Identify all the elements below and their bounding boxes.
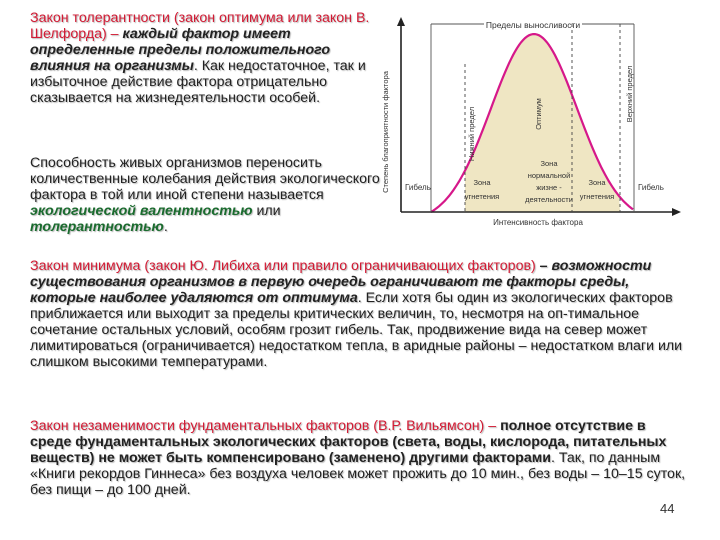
x-axis-arrow	[672, 208, 681, 216]
zone-oppression-right-1: Зона	[588, 178, 606, 187]
zone-death-right: Гибель	[638, 183, 664, 192]
chart-title: Пределы выносливости	[485, 20, 581, 30]
zone-oppression-right-2: угнетения	[579, 192, 615, 201]
zone-normal-2: нормальной	[527, 171, 571, 180]
valence-term-tolerance: толерантностью	[30, 219, 164, 235]
law-minimum-paragraph	[30, 258, 690, 370]
valence-text: Способность живых организмов переносить количественные колебания действия экологического фактора в той или иной степени называется	[30, 155, 380, 203]
law-irreplaceability-dash: –	[484, 418, 501, 434]
zone-oppression-left-1: Зона	[473, 178, 491, 187]
law-tolerance-paragraph	[30, 10, 380, 106]
page-number: 44	[660, 501, 675, 516]
law-irreplaceability-rest: . Так, по данным «Книги рекордов Гиннеса» без воздуха человек может прожить до 10 мин., без воды – 10–15 суток, без пищи – до 100 дней.	[30, 450, 686, 498]
valence-end: .	[163, 219, 168, 235]
law-minimum-rest: . Если хотя бы один из экологических факторов приближается или выходит за пределы критических величин, то, несмотря на оп-тимальное сочетание остальных условий, особям грозит гибель. Так, продвижение вида на север может лимитироваться (ограничивается) недостатком тепла, в аридные районы – недостатком влаги или слишком высокими температурами.	[30, 290, 683, 370]
law-tolerance-title: Закон толерантности (закон оптимума или закон В. Шелфорда) –	[30, 10, 370, 42]
tolerance-chart	[381, 4, 684, 232]
y-axis-arrow	[397, 17, 405, 26]
law-irreplaceability-paragraph	[30, 418, 690, 498]
law-tolerance-rest: . Как недостаточное, так и избыточное действие фактора отрицательно сказывается на жизнедеятельности особей.	[30, 58, 366, 106]
optimum-label: Оптимум	[534, 98, 543, 130]
law-tolerance-emphasis: каждый фактор имеет определенные пределы положительного влияния на организмы	[30, 26, 331, 74]
law-minimum-emphasis: – возможности существования организмов в первую очередь ограничивают те факторы среды, которые наиболее удаляются от оптимума	[30, 258, 652, 306]
law-irreplaceability-emphasis: полное отсутствие в среде фундаментальных экологических факторов (света, воды, кислорода, питательных веществ) не может быть компенсировано (заменено) другими факторами	[30, 418, 667, 466]
valence-term-ecological: экологической валентностью	[30, 203, 253, 219]
x-axis-label: Интенсивность фактора	[493, 218, 583, 227]
zone-death-left: Гибель	[405, 183, 431, 192]
zone-oppression-left-2: угнетения	[464, 192, 500, 201]
zone-normal-1: Зона	[540, 159, 558, 168]
law-irreplaceability-title: Закон незаменимости фундаментальных факторов (В.Р. Вильямсон)	[30, 418, 485, 434]
zone-normal-3: жизне -	[536, 183, 562, 192]
valence-joiner: или	[252, 203, 281, 219]
valence-paragraph	[30, 155, 395, 235]
lower-limit-label: Нижний предел	[467, 106, 476, 162]
upper-limit-label: Верхний предел	[625, 65, 634, 123]
zone-normal-4: деятельности	[525, 195, 573, 204]
y-axis-label: Степень благоприятности фактора	[381, 71, 390, 193]
law-minimum-title: Закон минимума (закон Ю. Либиха или правило ограничивающих факторов)	[30, 258, 536, 274]
